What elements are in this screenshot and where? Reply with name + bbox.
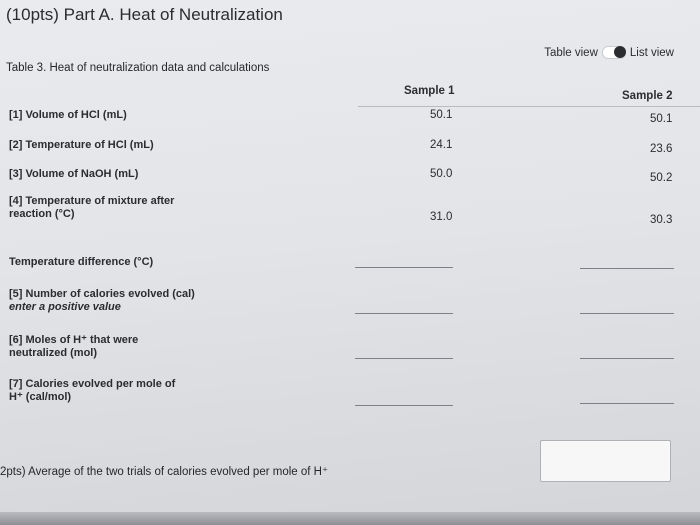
row-label-temperature-mixture [9,195,174,221]
sample1-calories-evolved-input[interactable] [355,313,453,314]
list-view-label[interactable]: List view [629,46,674,59]
sample2-moles-h-input[interactable] [580,358,674,359]
row-label-volume-hcl: [1] Volume of HCl (mL) [9,109,127,121]
view-toggle[interactable] [544,46,674,59]
row-label-line-1: [5] Number of calories evolved (cal) [9,288,195,300]
toggle-knob-icon [614,46,626,58]
sample1-moles-h-input[interactable] [355,358,453,359]
row-label-calories-evolved [9,288,195,314]
row-label-line-2: neutralized (mol) [9,347,98,359]
row-label-line-2: reaction (°C) [9,208,75,220]
row-label-line-2: H⁺ (cal/mol) [9,391,72,403]
sample1-calories-per-mole-input[interactable] [355,405,453,406]
sample1-temperature-mixture[interactable]: 31.0 [430,211,453,223]
sample2-temperature-mixture[interactable]: 30.3 [650,214,673,226]
average-calories-input[interactable] [540,440,671,482]
row-label-line-1: [6] Moles of H⁺ that were [9,334,139,346]
row-label-temperature-hcl: [2] Temperature of HCl (mL) [9,139,154,151]
row-label-line-1: [4] Temperature of mixture after [9,195,175,207]
row-label-hint: enter a positive value [9,301,121,313]
sample1-temperature-difference-input[interactable] [355,267,453,268]
sample2-temperature-hcl[interactable]: 23.6 [650,143,673,155]
sample2-calories-per-mole-input[interactable] [580,403,674,404]
sample2-volume-hcl[interactable]: 50.1 [650,113,673,125]
table-view-label[interactable]: Table view [544,46,598,59]
row-label-volume-naoh: [3] Volume of NaOH (mL) [9,168,139,180]
sample2-temperature-difference-input[interactable] [580,268,674,269]
sample1-temperature-hcl[interactable]: 24.1 [430,139,453,151]
row-label-moles-h-neutralized [9,334,138,360]
view-toggle-switch[interactable] [602,46,626,59]
column-header-sample-2: Sample 2 [622,90,673,102]
screen-bottom-edge [0,512,700,525]
header-divider [358,106,700,107]
sample1-volume-naoh[interactable]: 50.0 [430,168,453,180]
sample2-volume-naoh[interactable]: 50.2 [650,172,673,184]
page-title: (10pts) Part A. Heat of Neutralization [6,5,283,24]
row-label-temperature-difference: Temperature difference (°C) [9,256,154,268]
row-label-calories-per-mole [9,378,175,404]
table-caption: Table 3. Heat of neutralization data and calculations [6,62,270,74]
sample1-volume-hcl[interactable]: 50.1 [430,109,453,121]
column-header-sample-1: Sample 1 [404,85,455,97]
average-calories-label: 2pts) Average of the two trials of calories evolved per mole of H⁺ [0,466,329,478]
row-label-line-1: [7] Calories evolved per mole of [9,378,176,390]
sample2-calories-evolved-input[interactable] [580,313,674,314]
